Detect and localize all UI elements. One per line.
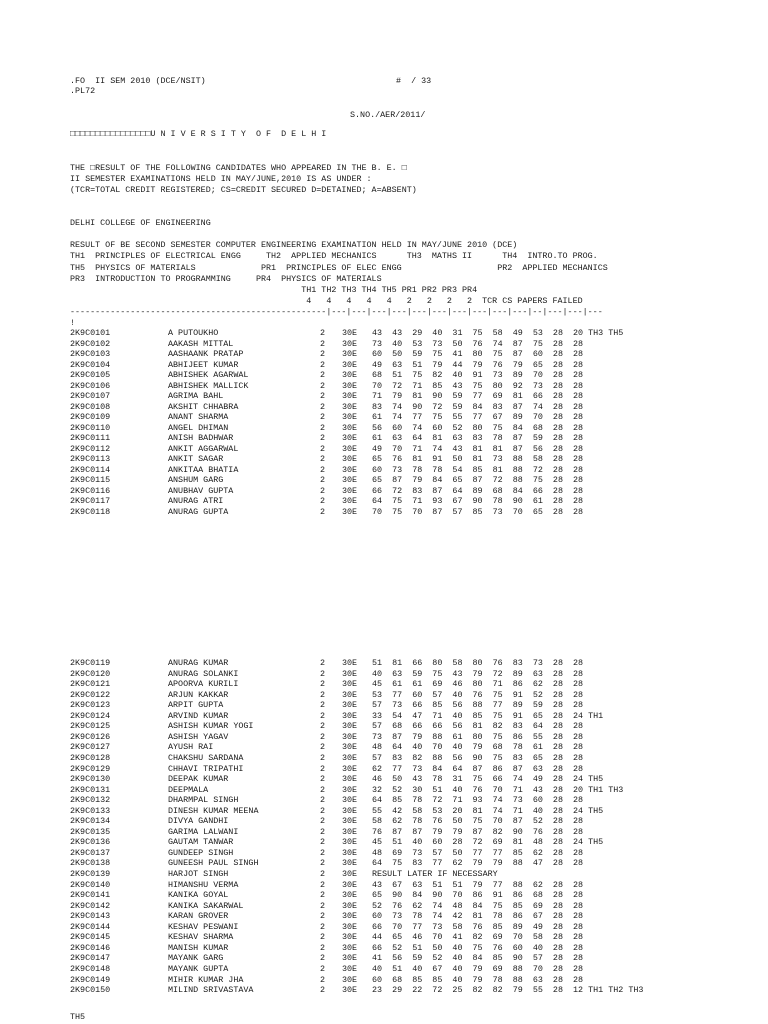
roll-number: 2K9C0120: [70, 668, 111, 679]
status-code: 30E: [342, 985, 358, 996]
roll-number: 2K9C0105: [70, 370, 111, 380]
roll-number: 2K9C0117: [70, 496, 111, 506]
semester: 2: [320, 784, 326, 795]
marks: 60 68 85 85 40 79 78 88 63 28 28: [372, 974, 584, 985]
semester: 2: [320, 742, 326, 753]
student-name: ANURAG SOLANKI: [168, 668, 239, 679]
semester: 2: [320, 370, 326, 380]
marks: 65 90 84 90 70 86 91 86 68 28 28: [372, 890, 584, 901]
status-code: 30E: [342, 795, 358, 806]
semester: 2: [320, 890, 326, 901]
status-code: 30E: [342, 974, 358, 985]
status-code: 30E: [342, 774, 358, 785]
roll-number: 2K9C0126: [70, 731, 111, 742]
status-code: 30E: [342, 963, 358, 974]
student-name: ARPIT GUPTA: [168, 700, 224, 711]
roll-number: 2K9C0129: [70, 763, 111, 774]
status-code: 30E: [342, 433, 358, 443]
marks: 60 73 78 74 42 81 78 86 67 28 28: [372, 911, 584, 922]
marks: 66 72 83 87 64 89 68 84 66 28 28: [372, 485, 584, 496]
marks: 46 50 43 78 31 75 66 74 49 28 24 TH5: [372, 774, 604, 785]
semester: 2: [320, 774, 326, 785]
student-name: ANSHUM GARG: [168, 475, 224, 485]
status-code: 30E: [342, 689, 358, 700]
status-code: 30E: [342, 454, 358, 464]
semester: 2: [320, 380, 326, 391]
intro-line-1: THE □RESULT OF THE FOLLOWING CANDIDATES WHO APPEARED IN THE B. E. □: [70, 163, 407, 173]
status-code: 30E: [342, 328, 358, 338]
student-name: ANURAG GUPTA: [168, 506, 229, 517]
semester: 2: [320, 985, 326, 996]
roll-number: 2K9C0114: [70, 464, 111, 475]
semester: 2: [320, 349, 326, 359]
status-code: 30E: [342, 911, 358, 922]
marks: 73 87 79 88 61 80 75 86 55 28 28: [372, 731, 584, 742]
marks: 52 76 62 74 48 84 75 85 69 28 28: [372, 900, 584, 911]
student-name: KANIKA GOYAL: [168, 890, 229, 901]
student-name: ABHISHEK AGARWAL: [168, 370, 249, 380]
marks: 32 52 30 51 40 76 70 71 43 28 20 TH1 TH3: [372, 784, 624, 795]
semester: 2: [320, 679, 326, 690]
status-code: 30E: [342, 826, 358, 837]
semester: 2: [320, 443, 326, 454]
status-code: 30E: [342, 475, 358, 485]
semester: 2: [320, 763, 326, 774]
marks: 68 51 75 82 40 91 73 89 70 28 28: [372, 370, 584, 380]
roll-number: 2K9C0124: [70, 710, 111, 721]
student-name: DIVYA GANDHI: [168, 816, 229, 827]
roll-number: 2K9C0143: [70, 911, 111, 922]
page-number: # / 33: [396, 76, 432, 86]
serial-number: S.NO./AER/2011/: [350, 110, 426, 120]
status-code: 30E: [342, 890, 358, 901]
marks: 65 87 79 84 65 87 72 88 75 28 28: [372, 475, 584, 485]
marks: 43 43 29 40 31 75 58 49 53 28 20 TH3 TH5: [372, 328, 624, 338]
student-name: ANKIT SAGAR: [168, 454, 224, 464]
roll-number: 2K9C0111: [70, 433, 111, 443]
roll-number: 2K9C0121: [70, 679, 111, 690]
roll-number: 2K9C0130: [70, 774, 111, 785]
status-code: 30E: [342, 349, 358, 359]
semester: 2: [320, 795, 326, 806]
student-name: ARJUN KAKKAR: [168, 689, 229, 700]
status-code: 30E: [342, 422, 358, 433]
semester: 2: [320, 475, 326, 485]
roll-number: 2K9C0133: [70, 805, 111, 816]
student-name: ASHISH YAGAV: [168, 731, 229, 742]
university-title: □□□□□□□□□□□□□□□□U N I V E R S I T Y O F D E L H I: [70, 129, 327, 139]
student-name: HARJOT SINGH: [168, 869, 229, 879]
status-code: 30E: [342, 700, 358, 711]
semester: 2: [320, 412, 326, 422]
marks: 44 65 46 70 41 82 69 70 58 28 28: [372, 932, 584, 943]
marks: 66 52 51 50 40 75 76 60 40 28 28: [372, 942, 584, 953]
roll-number: 2K9C0138: [70, 858, 111, 869]
student-name: ASHISH KUMAR YOGI: [168, 721, 254, 732]
marks: 41 56 59 52 40 84 85 90 57 28 28: [372, 953, 584, 964]
student-name: ABHISHEK MALLICK: [168, 380, 249, 391]
student-name: AGRIMA BAHL: [168, 391, 224, 401]
student-name: AKSHIT CHHABRA: [168, 401, 239, 412]
marks: 61 63 64 81 63 83 78 87 59 28 28: [372, 433, 584, 443]
roll-number: 2K9C0148: [70, 963, 111, 974]
semester: 2: [320, 858, 326, 869]
marks: 40 63 59 75 43 79 72 89 63 28 28: [372, 668, 584, 679]
roll-number: 2K9C0134: [70, 816, 111, 827]
marks: 33 54 47 71 40 85 75 91 65 28 24 TH1: [372, 710, 604, 721]
roll-number: 2K9C0146: [70, 942, 111, 953]
roll-number: 2K9C0127: [70, 742, 111, 753]
status-code: 30E: [342, 721, 358, 732]
semester: 2: [320, 433, 326, 443]
status-code: 30E: [342, 359, 358, 370]
student-name: GUNEESH PAUL SINGH: [168, 858, 259, 869]
status-code: 30E: [342, 953, 358, 964]
marks: RESULT LATER IF NECESSARY: [372, 869, 498, 879]
marks: 53 77 60 57 40 76 75 91 52 28 28: [372, 689, 584, 700]
marks: 23 29 22 72 25 82 82 79 55 28 12 TH1 TH2 TH3: [372, 985, 644, 996]
roll-number: 2K9C0103: [70, 349, 111, 359]
semester: 2: [320, 953, 326, 964]
roll-number: 2K9C0115: [70, 475, 111, 485]
status-code: 30E: [342, 338, 358, 349]
semester: 2: [320, 752, 326, 763]
semester: 2: [320, 422, 326, 433]
marks: 51 81 66 80 58 80 76 83 73 28 28: [372, 658, 584, 668]
status-code: 30E: [342, 879, 358, 890]
student-name: KANIKA SAKARWAL: [168, 900, 244, 911]
status-code: 30E: [342, 658, 358, 668]
roll-number: 2K9C0113: [70, 454, 111, 464]
status-code: 30E: [342, 485, 358, 496]
subject-legend-2: TH5 PHYSICS OF MATERIALS PR1 PRINCIPLES OF ELEC ENGG PR2 APPLIED MECHANICS: [70, 263, 608, 273]
roll-number: 2K9C0145: [70, 932, 111, 943]
student-name: DEEPMALA: [168, 784, 209, 795]
status-code: 30E: [342, 496, 358, 506]
semester: 2: [320, 816, 326, 827]
marks: 76 87 87 79 79 87 82 90 76 28 28: [372, 826, 584, 837]
marks: 40 51 40 67 40 79 69 88 70 28 28: [372, 963, 584, 974]
status-code: 30E: [342, 742, 358, 753]
marks: 48 64 40 70 40 79 68 78 61 28 28: [372, 742, 584, 753]
student-name: ANGEL DHIMAN: [168, 422, 229, 433]
status-code: 30E: [342, 380, 358, 391]
status-code: 30E: [342, 679, 358, 690]
semester: 2: [320, 847, 326, 858]
status-code: 30E: [342, 391, 358, 401]
student-name: ANISH BADHWAR: [168, 433, 234, 443]
roll-number: 2K9C0142: [70, 900, 111, 911]
semester: 2: [320, 496, 326, 506]
marks: 45 61 61 69 46 80 71 86 62 28 28: [372, 679, 584, 690]
student-name: DHARMPAL SINGH: [168, 795, 239, 806]
roll-number: 2K9C0137: [70, 847, 111, 858]
student-name: GARIMA LALWANI: [168, 826, 239, 837]
student-name: HIMANSHU VERMA: [168, 879, 239, 890]
trailing-failed: TH5: [70, 1012, 86, 1022]
semester: 2: [320, 731, 326, 742]
roll-number: 2K9C0131: [70, 784, 111, 795]
marks: 62 77 73 84 64 87 86 87 63 28 28: [372, 763, 584, 774]
student-name: ANUBHAV GUPTA: [168, 485, 234, 496]
marks: 57 73 66 85 56 88 77 89 59 28 28: [372, 700, 584, 711]
status-code: 30E: [342, 942, 358, 953]
status-code: 30E: [342, 668, 358, 679]
marks: 64 75 71 93 67 90 78 90 61 28 28: [372, 496, 584, 506]
status-code: 30E: [342, 932, 358, 943]
status-code: 30E: [342, 816, 358, 827]
marks: 60 50 59 75 41 80 75 87 60 28 28: [372, 349, 584, 359]
roll-number: 2K9C0132: [70, 795, 111, 806]
status-code: 30E: [342, 869, 358, 879]
roll-number: 2K9C0150: [70, 985, 111, 996]
student-name: AYUSH RAI: [168, 742, 214, 753]
roll-number: 2K9C0108: [70, 401, 111, 412]
student-name: MAYANK GUPTA: [168, 963, 229, 974]
status-code: 30E: [342, 763, 358, 774]
semester: 2: [320, 668, 326, 679]
result-title: RESULT OF BE SECOND SEMESTER COMPUTER ENGINEERING EXAMINATION HELD IN MAY/JUNE 2010 (DCE): [70, 240, 518, 250]
student-name: MIHIR KUMAR JHA: [168, 974, 244, 985]
intro-line-3: (TCR=TOTAL CREDIT REGISTERED; CS=CREDIT SECURED D=DETAINED; A=ABSENT): [70, 185, 417, 195]
roll-number: 2K9C0139: [70, 869, 111, 879]
status-code: 30E: [342, 464, 358, 475]
status-code: 30E: [342, 401, 358, 412]
student-name: A PUTOUKHO: [168, 328, 219, 338]
semester: 2: [320, 710, 326, 721]
roll-number: 2K9C0140: [70, 879, 111, 890]
status-code: 30E: [342, 805, 358, 816]
semester: 2: [320, 359, 326, 370]
roll-number: 2K9C0112: [70, 443, 111, 454]
marks: 64 75 83 77 62 79 79 88 47 28 28: [372, 858, 584, 869]
roll-number: 2K9C0101: [70, 328, 111, 338]
header-line-2: .PL72: [70, 86, 96, 96]
table-rule: ---------------------------------------------------|---|---|---|---|---|---|---|---|---|---|--|---|---|---: [70, 307, 603, 317]
marks: 43 67 63 51 51 79 77 88 62 28 28: [372, 879, 584, 890]
status-code: 30E: [342, 443, 358, 454]
marks: 48 69 73 57 50 77 77 85 62 28 28: [372, 847, 584, 858]
marks: 60 73 78 78 54 85 81 88 72 28 28: [372, 464, 584, 475]
subject-legend-1: TH1 PRINCIPLES OF ELECTRICAL ENGG TH2 APPLIED MECHANICS TH3 MATHS II TH4 INTRO.TO PROG.: [70, 251, 598, 261]
semester: 2: [320, 826, 326, 837]
semester: 2: [320, 869, 326, 879]
student-name: MAYANK GARG: [168, 953, 224, 964]
student-name: ANKITAA BHATIA: [168, 464, 239, 475]
roll-number: 2K9C0107: [70, 391, 111, 401]
semester: 2: [320, 454, 326, 464]
semester: 2: [320, 658, 326, 668]
marks: 71 79 81 90 59 77 69 81 66 28 28: [372, 391, 584, 401]
semester: 2: [320, 974, 326, 985]
status-code: 30E: [342, 784, 358, 795]
roll-number: 2K9C0122: [70, 689, 111, 700]
marks: 61 74 77 75 55 77 67 89 70 28 28: [372, 412, 584, 422]
student-name: ANANT SHARMA: [168, 412, 229, 422]
column-headings: TH1 TH2 TH3 TH4 TH5 PR1 PR2 PR3 PR4: [70, 285, 478, 295]
roll-number: 2K9C0110: [70, 422, 111, 433]
marks: 70 72 71 85 43 75 80 92 73 28 28: [372, 380, 584, 391]
student-name: APOORVA KURILI: [168, 679, 239, 690]
status-code: 30E: [342, 752, 358, 763]
semester: 2: [320, 911, 326, 922]
roll-number: 2K9C0109: [70, 412, 111, 422]
student-name: AAKASH MITTAL: [168, 338, 234, 349]
student-name: KARAN GROVER: [168, 911, 229, 922]
intro-line-2: II SEMESTER EXAMINATIONS HELD IN MAY/JUNE,2010 IS AS UNDER :: [70, 174, 372, 184]
student-name: CHHAVI TRIPATHI: [168, 763, 244, 774]
student-name: AASHAANK PRATAP: [168, 349, 244, 359]
semester: 2: [320, 700, 326, 711]
roll-number: 2K9C0106: [70, 380, 111, 391]
roll-number: 2K9C0118: [70, 506, 111, 517]
semester: 2: [320, 942, 326, 953]
roll-number: 2K9C0116: [70, 485, 111, 496]
semester: 2: [320, 485, 326, 496]
student-name: ANURAG ATRI: [168, 496, 224, 506]
roll-number: 2K9C0149: [70, 974, 111, 985]
status-code: 30E: [342, 837, 358, 848]
student-name: MANISH KUMAR: [168, 942, 229, 953]
semester: 2: [320, 921, 326, 932]
student-name: KESHAV PESWANI: [168, 921, 239, 932]
semester: 2: [320, 837, 326, 848]
status-code: 30E: [342, 847, 358, 858]
semester: 2: [320, 689, 326, 700]
roll-number: 2K9C0144: [70, 921, 111, 932]
marks: 83 74 90 72 59 84 83 87 74 28 28: [372, 401, 584, 412]
semester: 2: [320, 391, 326, 401]
student-name: KESHAV SHARMA: [168, 932, 234, 943]
marks: 49 63 51 79 44 79 76 79 65 28 28: [372, 359, 584, 370]
marks: 58 62 78 76 50 75 70 87 52 28 28: [372, 816, 584, 827]
semester: 2: [320, 963, 326, 974]
student-name: ANURAG KUMAR: [168, 658, 229, 668]
college-name: DELHI COLLEGE OF ENGINEERING: [70, 218, 211, 228]
marks: 57 83 82 88 56 90 75 83 65 28 28: [372, 752, 584, 763]
roll-number: 2K9C0128: [70, 752, 111, 763]
semester: 2: [320, 932, 326, 943]
semester: 2: [320, 328, 326, 338]
semester: 2: [320, 464, 326, 475]
roll-number: 2K9C0141: [70, 890, 111, 901]
status-code: 30E: [342, 412, 358, 422]
subject-legend-3: PR3 INTRODUCTION TO PROGRAMMING PR4 PHYSICS OF MATERIALS: [70, 274, 382, 284]
semester: 2: [320, 338, 326, 349]
semester: 2: [320, 900, 326, 911]
marks: 45 51 40 60 28 72 69 81 48 28 24 TH5: [372, 837, 604, 848]
semester: 2: [320, 879, 326, 890]
student-name: MILIND SRIVASTAVA: [168, 985, 254, 996]
semester: 2: [320, 506, 326, 517]
marks: 49 70 71 74 43 81 81 87 56 28 28: [372, 443, 584, 454]
status-code: 30E: [342, 858, 358, 869]
marks: 56 60 74 60 52 80 75 84 68 28 28: [372, 422, 584, 433]
student-name: ARVIND KUMAR: [168, 710, 229, 721]
marks: 55 42 58 53 20 81 74 71 40 28 24 TH5: [372, 805, 604, 816]
marks: 66 70 77 73 58 76 85 89 49 28 28: [372, 921, 584, 932]
roll-number: 2K9C0135: [70, 826, 111, 837]
roll-number: 2K9C0119: [70, 658, 111, 668]
status-code: 30E: [342, 900, 358, 911]
status-code: 30E: [342, 370, 358, 380]
roll-number: 2K9C0136: [70, 837, 111, 848]
roll-number: 2K9C0104: [70, 359, 111, 370]
status-code: 30E: [342, 731, 358, 742]
student-name: DEEPAK KUMAR: [168, 774, 229, 785]
marks: 57 68 66 66 56 81 82 83 64 28 28: [372, 721, 584, 732]
column-credits: 4 4 4 4 4 2 2 2 2 TCR CS PAPERS FAILED: [70, 296, 583, 306]
semester: 2: [320, 721, 326, 732]
student-name: GUNDEEP SINGH: [168, 847, 234, 858]
roll-number: 2K9C0147: [70, 953, 111, 964]
roll-number: 2K9C0102: [70, 338, 111, 349]
student-name: ABHIJEET KUMAR: [168, 359, 239, 370]
semester: 2: [320, 805, 326, 816]
roll-number: 2K9C0125: [70, 721, 111, 732]
status-code: 30E: [342, 506, 358, 517]
student-name: ANKIT AGGARWAL: [168, 443, 239, 454]
rule-mark: !: [70, 318, 76, 328]
student-name: CHAKSHU SARDANA: [168, 752, 244, 763]
student-name: GAUTAM TANWAR: [168, 837, 234, 848]
roll-number: 2K9C0123: [70, 700, 111, 711]
header-line-1-left: .FO II SEM 2010 (DCE/NSIT): [70, 76, 206, 86]
marks: 64 85 78 72 71 93 74 73 60 28 28: [372, 795, 584, 806]
marks: 65 76 81 91 50 81 73 88 58 28 28: [372, 454, 584, 464]
status-code: 30E: [342, 710, 358, 721]
marks: 73 40 53 73 50 76 74 87 75 28 28: [372, 338, 584, 349]
student-name: DINESH KUMAR MEENA: [168, 805, 259, 816]
semester: 2: [320, 401, 326, 412]
status-code: 30E: [342, 921, 358, 932]
marks: 70 75 70 87 57 85 73 70 65 28 28: [372, 506, 584, 517]
